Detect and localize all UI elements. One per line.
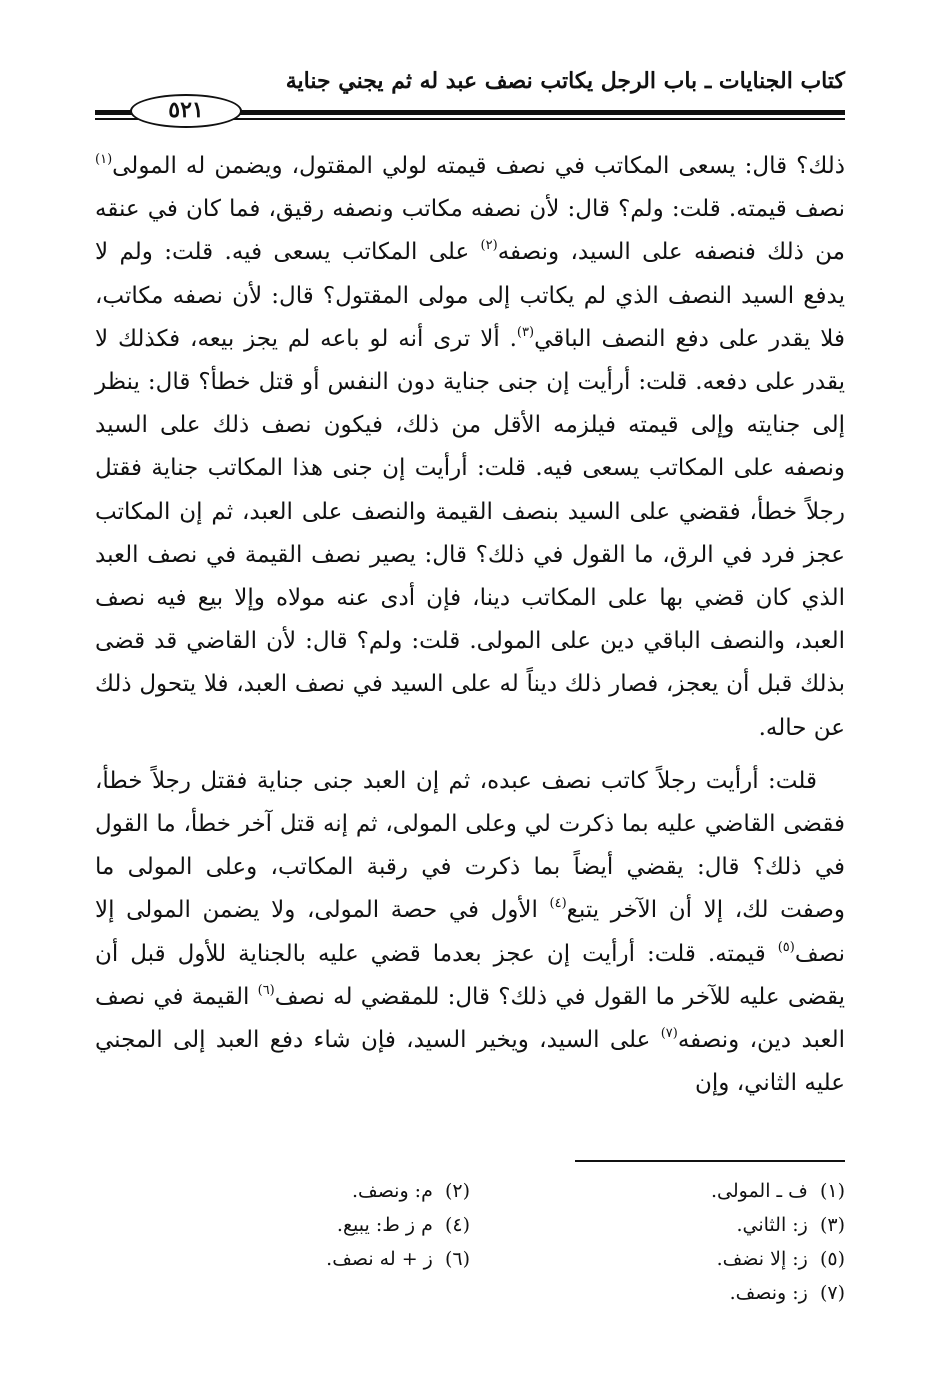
footnote-row <box>95 1242 845 1276</box>
footnote-ref-6[interactable]: (٦) <box>257 982 275 998</box>
footnote-1 <box>470 1174 845 1208</box>
footnote-6 <box>95 1242 470 1276</box>
paragraph-1 <box>95 145 845 750</box>
footnote-row <box>95 1174 845 1208</box>
footnote-row <box>95 1208 845 1242</box>
footnote-7 <box>470 1276 845 1310</box>
footnote-text: ز + له نصف. <box>326 1248 433 1270</box>
footnote-2 <box>95 1174 470 1208</box>
running-title: كتاب الجنايات ـ باب الرجل يكاتب نصف عبد له ثم يجني جناية <box>285 68 845 94</box>
footnote-text: ف ـ المولى. <box>710 1180 808 1202</box>
footnote-separator <box>575 1160 845 1162</box>
footnote-4 <box>95 1208 470 1242</box>
footnote-number: (٣) <box>819 1214 845 1236</box>
text-segment: القيمة في نصف العبد دين، ونصفه <box>95 983 845 1054</box>
text-segment: نصف قيمته. قلت: ولم؟ قال: لأن نصفه مكاتب ونصفه رقيق، فما كان في عنقه من ذلك فنصفه على السيد، ونصفه <box>95 196 845 266</box>
footnote-number: (٧) <box>819 1282 845 1304</box>
text-segment: . ألا ترى أنه لو باعه لم يجز بيعه، فكذلك لا يقدر على دفعه. قلت: أرأيت إن جنى جناية دون النفس أو قتل خطأ؟ قال: ينظر إلى جنايته وإلى قيمته فيلزمه الأقل من ذلك، فيكون نصف ذلك على السيد ونصفه على المكاتب يسعى فيه. قلت: أرأيت إن جنى هذا المكاتب جناية فقتل رجلاً خطأ، فقضي على السيد بنصف القيمة والنصف على العبد، ثم إن المكاتب عجز فرد في الرق، ما القول في ذلك؟ قال: يصير نصف القيمة في نصف العبد الذي كان قضي بها على المكاتب دينا، فإن أدى عنه مولاه وإلا بيع فيه نصف العبد، والنصف الباقي دين على المولى. قلت: ولم؟ قال: لأن القاضي قد قضى بذلك قبل أن يعجز، فصار ذلك ديناً له على السيد في نصف العبد، فلا يتحول ذلك عن حاله. <box>95 325 845 741</box>
footnote-ref-7[interactable]: (٧) <box>660 1026 678 1042</box>
footnote-number: (٤) <box>444 1214 470 1236</box>
text-segment: قلت: أرأيت رجلاً كاتب نصف عبده، ثم إن العبد جنى جناية فقتل رجلاً خطأ، فقضى القاضي عليه بما ذكرت لي وعلى المولى، ثم إنه قتل آخر خطأ، ما القول في ذلك؟ قال: يقضي أيضاً بما ذكرت في رقبة المكاتب، وعلى المولى ما وصفت لك، إلا أن الآخر يتبع <box>95 767 845 924</box>
footnote-ref-2[interactable]: (٢) <box>480 238 498 254</box>
footnote-ref-5[interactable]: (٥) <box>777 939 795 955</box>
text-segment: على السيد، ويخير السيد، فإن شاء دفع العبد إلى المجني عليه الثاني، وإن <box>95 1027 845 1097</box>
footnote-text: ز: إلا نضف. <box>716 1248 808 1270</box>
paragraph-2 <box>95 760 845 1106</box>
text-segment: قيمته. قلت: أرأيت إن عجز بعدما قضي عليه بالجناية للأول قبل أن يقضى عليه للآخر ما القول في ذلك؟ قال: للمقضي له نصف <box>95 940 845 1010</box>
footnote-number: (٦) <box>444 1248 470 1270</box>
footnote-text: م ز ط: يبيع. <box>336 1214 433 1236</box>
footnote-row <box>95 1276 845 1310</box>
footnote-number: (٥) <box>819 1248 845 1270</box>
text-segment: على المكاتب يسعى فيه. قلت: ولم لا يدفع السيد النصف الذي لم يكاتب إلى مولى المقتول؟ قال: لأن نصفه مكاتب، فلا يقدر على دفع النصف الباقي <box>95 239 845 352</box>
footnotes <box>95 1174 845 1310</box>
page-number: ٥٢١ <box>130 94 242 128</box>
main-text <box>95 145 845 1105</box>
footnote-text: ز: الثاني. <box>736 1214 808 1236</box>
footnote-5 <box>470 1242 845 1276</box>
running-header <box>95 68 845 128</box>
footnote-ref-3[interactable]: (٣) <box>516 324 535 340</box>
text-segment: الأول في حصة المولى، ولا يضمن المولى إلا نصف <box>95 897 845 967</box>
footnote-text: ز: ونصف. <box>729 1282 808 1304</box>
footnote-ref-1[interactable]: (١) <box>95 152 113 167</box>
footnote-text: م: ونصف. <box>351 1180 433 1202</box>
text-segment: ذلك؟ قال: يسعى المكاتب في نصف قيمته لولي المقتول، ويضمن له المولى <box>112 153 845 179</box>
footnote-number: (١) <box>819 1180 845 1202</box>
footnote-number: (٢) <box>444 1180 470 1202</box>
footnote-ref-4[interactable]: (٤) <box>549 896 567 912</box>
footnote-3 <box>470 1208 845 1242</box>
